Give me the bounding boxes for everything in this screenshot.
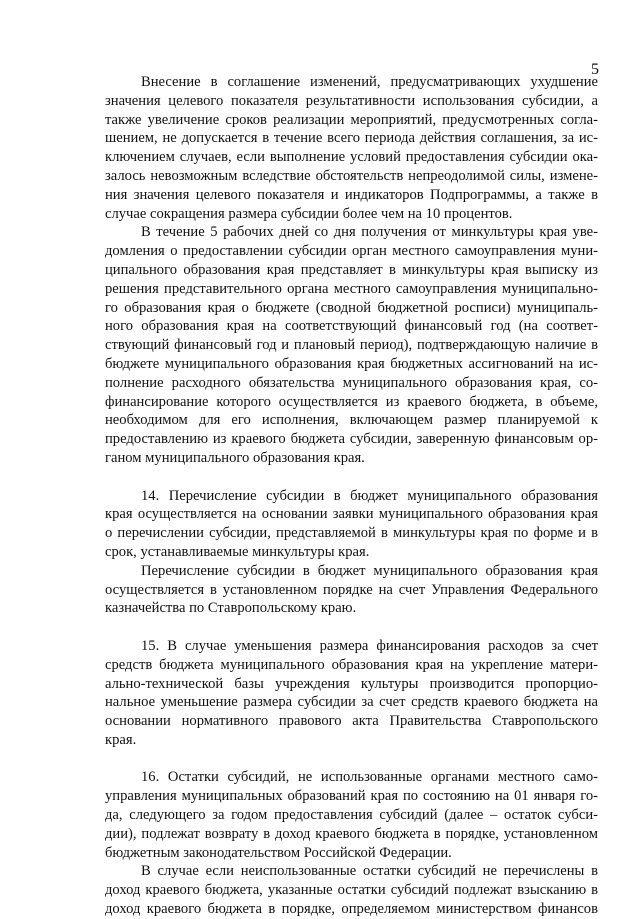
text-line: домления о предоставлении субсидии орган местного самоуправления муни- [105,243,598,260]
text-line: доход краевого бюджета, указанные остатки субсидий подлежат взысканию в [105,882,598,899]
text-line: также увеличение сроков реализации мероприятий, предусмотренных согла- [105,111,598,128]
text-line: предоставлению из краевого бюджета субсидии, заверенную финансовым ор- [105,431,598,448]
text-line: да, следующего за годом предоставления субсидий (далее – остаток субси- [105,807,598,824]
text-line: ганом муниципального образования края. [105,449,365,466]
paragraph [105,862,598,918]
text-line: ного образования края на соответствующий финансовый год (на соответ- [105,318,598,335]
text-line: ствующий финансовый год и плановый период), подтверждающую наличие в [105,337,598,354]
paragraph [105,487,598,562]
text-line: значения целевого показателя результативности использования субсидии, а [105,92,598,109]
paragraph-gap [105,468,598,487]
text-line: шением, не допускается в течение всего периода действия соглашения, за ис- [105,130,598,147]
text-line: В случае если неиспользованные остатки субсидий не перечислены в [141,863,598,880]
text-line: 15. В случае уменьшения размера финансирования расходов за счет [141,637,598,654]
text-line: 14. Перечисление субсидии в бюджет муниципального образования [141,487,598,504]
text-line: Внесение в соглашение изменений, предусматривающих ухудшение [141,74,598,90]
text-line: 16. Остатки субсидий, не использованные органами местного само- [141,769,598,786]
page-number: 5 [591,61,599,78]
text-line: бюджетным законодательством Российской Федерации. [105,844,452,861]
text-line: дии), подлежат возврату в доход краевого бюджета в порядке, установленном [105,825,598,842]
text-line: В течение 5 рабочих дней со дня получения от минкультуры края уве- [141,224,598,241]
text-line: основании нормативного правового акта Правительства Ставропольского [105,713,598,730]
text-line: ципального образования края представляет в минкультуры края выписку из [105,261,598,278]
text-line: полнение расходного обязательства муниципального образования края, со- [105,374,598,391]
text-line: ально-технической базы учреждения культуры производится пропорцио- [105,675,598,692]
paragraph-gap [105,750,598,769]
text-line: решения представительного органа местного самоуправления муниципально- [105,280,598,297]
paragraph [105,768,598,862]
paragraph [105,637,598,750]
paragraph [105,562,598,618]
text-line: бюджете муниципального образования края бюджетных ассигнований на ис- [105,355,598,372]
text-line: срок, устанавливаемые минкультуры края. [105,543,370,560]
text-line: края осуществляется на основании заявки муниципального образования края [105,506,598,523]
text-line: ния значения целевого показателя и индикаторов Подпрограммы, а также в [105,186,598,203]
document-body [105,73,598,919]
text-line: управления муниципальных образований края по состоянию на 01 января го- [105,788,598,805]
text-line: казначейства по Ставропольскому краю. [105,600,357,617]
paragraph-gap [105,618,598,637]
text-line: случае сокращения размера субсидии более чем на 10 процентов. [105,205,513,222]
text-line: необходимом для его исполнения, включающем размер планируемой к [105,412,598,429]
text-line: нальное уменьшение размера субсидии за счет средств краевого бюджета на [105,694,598,711]
text-line: ключением случаев, если выполнение условий предоставления субсидии ока- [105,149,598,166]
paragraph [105,73,598,223]
text-line: о перечислении субсидии, представляемой в минкультуры края по форме и в [105,525,598,542]
text-line: доход краевого бюджета в порядке, определяемом министерством финансов [105,901,598,918]
text-line: средств бюджета муниципального образования края на укрепление матери- [105,656,598,673]
text-line: Перечисление субсидии в бюджет муниципального образования края [141,562,598,579]
text-line: го образования края о бюджете (сводной бюджетной росписи) муниципаль- [105,299,598,316]
paragraph [105,223,598,467]
text-line: финансирование которого осуществляется из краевого бюджета, в объеме, [105,393,598,410]
text-line: осуществляется в установленном порядке на счет Управления Федерального [105,581,598,598]
text-line: залось невозможным вследствие обстоятельств непреодолимой силы, измене- [105,167,598,184]
text-line: края. [105,731,137,748]
